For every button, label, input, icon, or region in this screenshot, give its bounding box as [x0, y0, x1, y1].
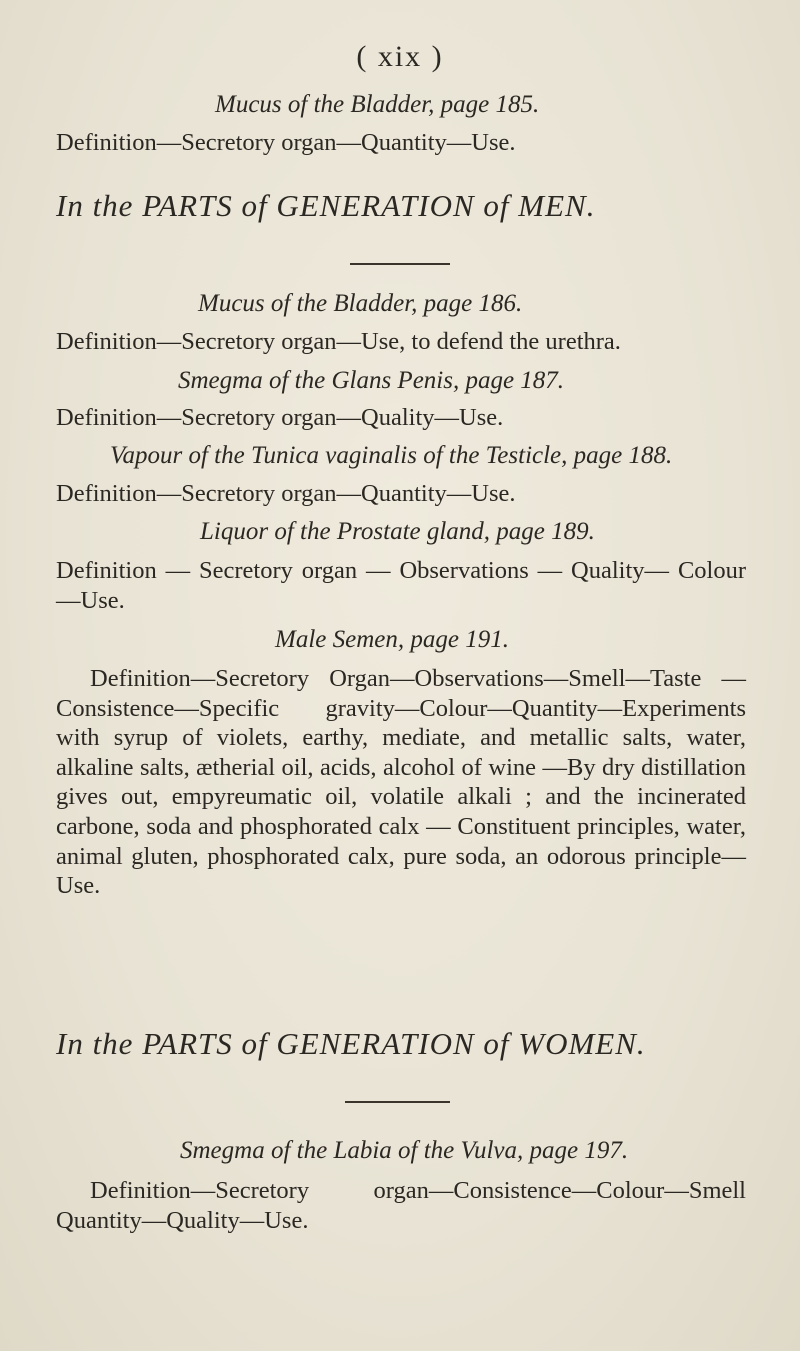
- entry-title: Male Semen, page 191.: [275, 626, 509, 653]
- entry-title: Mucus of the Bladder, page 186.: [198, 290, 523, 317]
- page-number: ( xix ): [356, 40, 444, 73]
- entry-definition: Definition—Secretory organ—Use, to defend the urethra.: [56, 328, 621, 355]
- section-rule: [350, 263, 450, 265]
- section-heading-men: In the PARTS of GENERATION of MEN.: [56, 188, 596, 223]
- entry-title: Vapour of the Tunica vaginalis of the Testicle, page 188.: [110, 442, 673, 469]
- entry-title: Mucus of the Bladder, page 185.: [215, 91, 540, 118]
- section-rule: [345, 1101, 450, 1103]
- entry-title: Smegma of the Labia of the Vulva, page 197.: [180, 1137, 629, 1164]
- entry-definition: Definition — Secretory organ — Observations — Quality— Colour—Use.: [56, 557, 746, 614]
- entry-definition: Definition—Secretory organ—Quality—Use.: [56, 404, 504, 431]
- section-heading-women: In the PARTS of GENERATION of WOMEN.: [56, 1026, 646, 1061]
- entry-definition: Definition—Secretory Organ—Observations—Smell—Taste —Consistence—Specific gravity—Colour—Quantity—Experiments with syrup of violets, earthy, mediate, and metallic salts, water, alkaline salts, ætherial oil, acids, alcohol of wine —By dry distillation gives out, empyreumatic oil, volatile alkali ; and the incinerated carbone, soda and phosphorated calx — Constituent principles, water, animal gluten, phosphorated calx, pure soda, an odorous principle—Use.: [56, 665, 746, 900]
- entry-title: Liquor of the Prostate gland, page 189.: [200, 518, 595, 545]
- entry-definition: Definition—Secretory organ—Quantity—Use.: [56, 480, 516, 507]
- entry-definition: Definition—Secretory organ—Quantity—Use.: [56, 129, 516, 156]
- entry-title: Smegma of the Glans Penis, page 187.: [178, 367, 565, 394]
- entry-definition: Definition—Secretory organ—Consistence—Colour—Smell Quantity—Quality—Use.: [56, 1177, 746, 1234]
